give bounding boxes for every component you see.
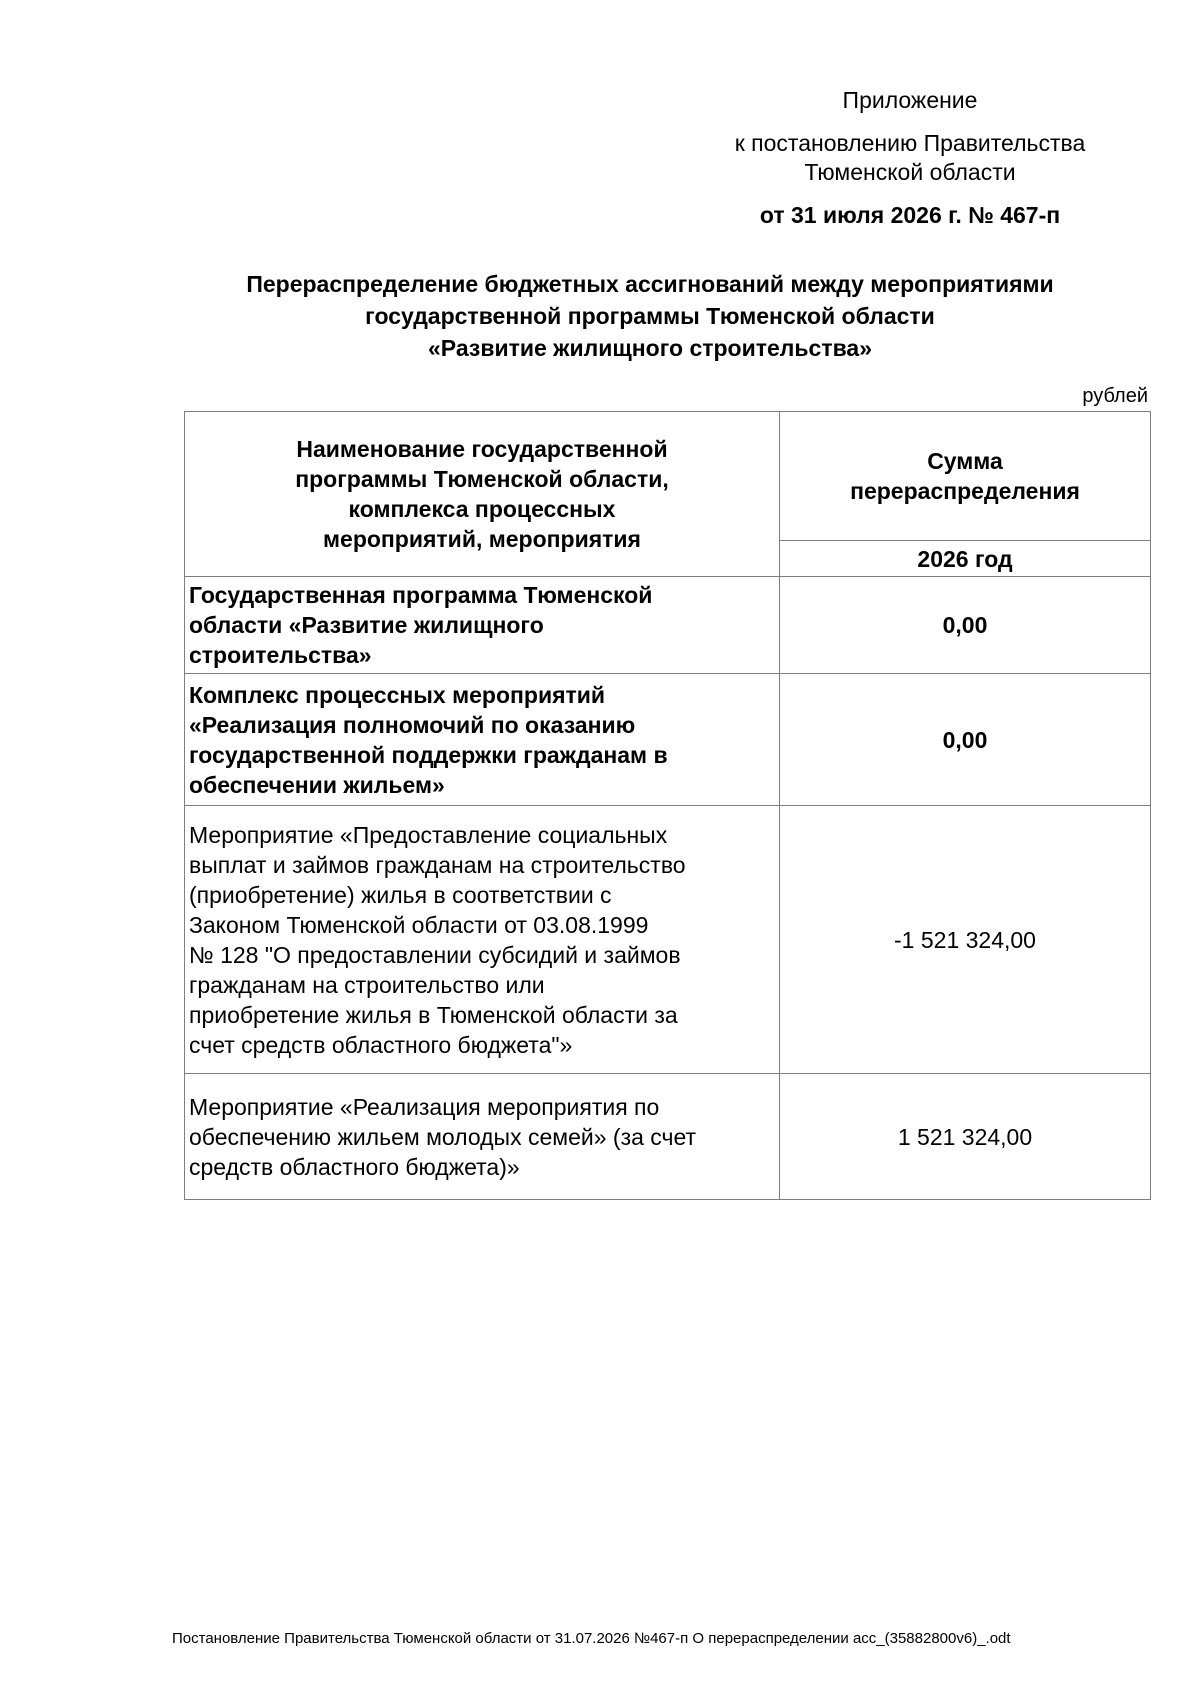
row-amount-cell: 1 521 324,00	[780, 1074, 1151, 1200]
row-name-line: Мероприятие «Реализация мероприятия по	[189, 1093, 660, 1120]
header-name-line: программы Тюменской области,	[295, 466, 669, 492]
row-name-cell	[185, 577, 780, 674]
table-row	[185, 1074, 1151, 1200]
header-amount-line: перераспределения	[850, 478, 1080, 504]
row-name-line: счет средств областного бюджета"»	[189, 1031, 573, 1058]
header-year-cell: 2026 год	[780, 541, 1151, 577]
row-name-line: средств областного бюджета)»	[189, 1153, 520, 1180]
header-name-cell	[185, 412, 780, 577]
row-name-line: Законом Тюменской области от 03.08.1999	[189, 911, 649, 938]
title-line: «Развитие жилищного строительства»	[427, 335, 873, 361]
row-name-cell	[185, 806, 780, 1074]
row-name-line: «Реализация полномочий по оказанию	[189, 711, 636, 738]
row-amount-cell: -1 521 324,00	[780, 806, 1151, 1074]
decree-date-number: от 31 июля 2026 г. № 467-п	[759, 202, 1061, 228]
row-amount-cell: 0,00	[780, 577, 1151, 674]
header-name-line: комплекса процессных	[348, 496, 616, 522]
row-name-line: обеспечению жильем молодых семей» (за счет	[189, 1123, 697, 1150]
row-name-line: Мероприятие «Предоставление социальных	[189, 821, 668, 848]
header-name-line: Наименование государственной	[296, 436, 668, 462]
title-line: государственной программы Тюменской области	[365, 303, 935, 329]
row-name-line: области «Развитие жилищного	[189, 612, 544, 638]
row-name-line: выплат и займов гражданам на строительство	[189, 851, 686, 878]
row-name-line: обеспечении жильем»	[189, 771, 445, 798]
decree-line-2: Тюменской области	[804, 159, 1016, 185]
table-row	[185, 577, 1151, 674]
header-amount-line: Сумма	[927, 448, 1003, 474]
row-name-line: приобретение жилья в Тюменской области за	[189, 1001, 678, 1028]
page-footer: Постановление Правительства Тюменской области от 31.07.2026 №467-п О перераспределении асс_(35882800v6)_.odt	[172, 1630, 1011, 1647]
row-name-line: Государственная программа Тюменской	[189, 582, 653, 608]
row-amount-cell: 0,00	[780, 674, 1151, 806]
row-name-line: гражданам на строительство или	[189, 971, 545, 998]
row-name-cell	[185, 1074, 780, 1200]
document-title	[150, 268, 1150, 364]
header-name-line: мероприятий, мероприятия	[323, 526, 641, 552]
decree-line-1: к постановлению Правительства	[734, 130, 1086, 156]
row-name-cell	[185, 674, 780, 806]
row-name-line: № 128 "О предоставлении субсидий и займов	[189, 941, 681, 968]
row-name-line: Комплекс процессных мероприятий	[189, 681, 606, 708]
units-label: рублей	[1082, 385, 1148, 407]
header-amount-cell	[780, 412, 1151, 541]
row-name-line: (приобретение) жилья в соответствии с	[189, 881, 612, 908]
title-line: Перераспределение бюджетных ассигнований между мероприятиями	[246, 271, 1054, 297]
table-row	[185, 806, 1151, 1074]
row-name-line: государственной поддержки гражданам в	[189, 741, 668, 768]
appendix-label: Приложение	[842, 87, 978, 113]
table-row	[185, 674, 1151, 806]
redistribution-table	[184, 411, 1151, 1200]
row-name-line: строительства»	[189, 642, 372, 668]
